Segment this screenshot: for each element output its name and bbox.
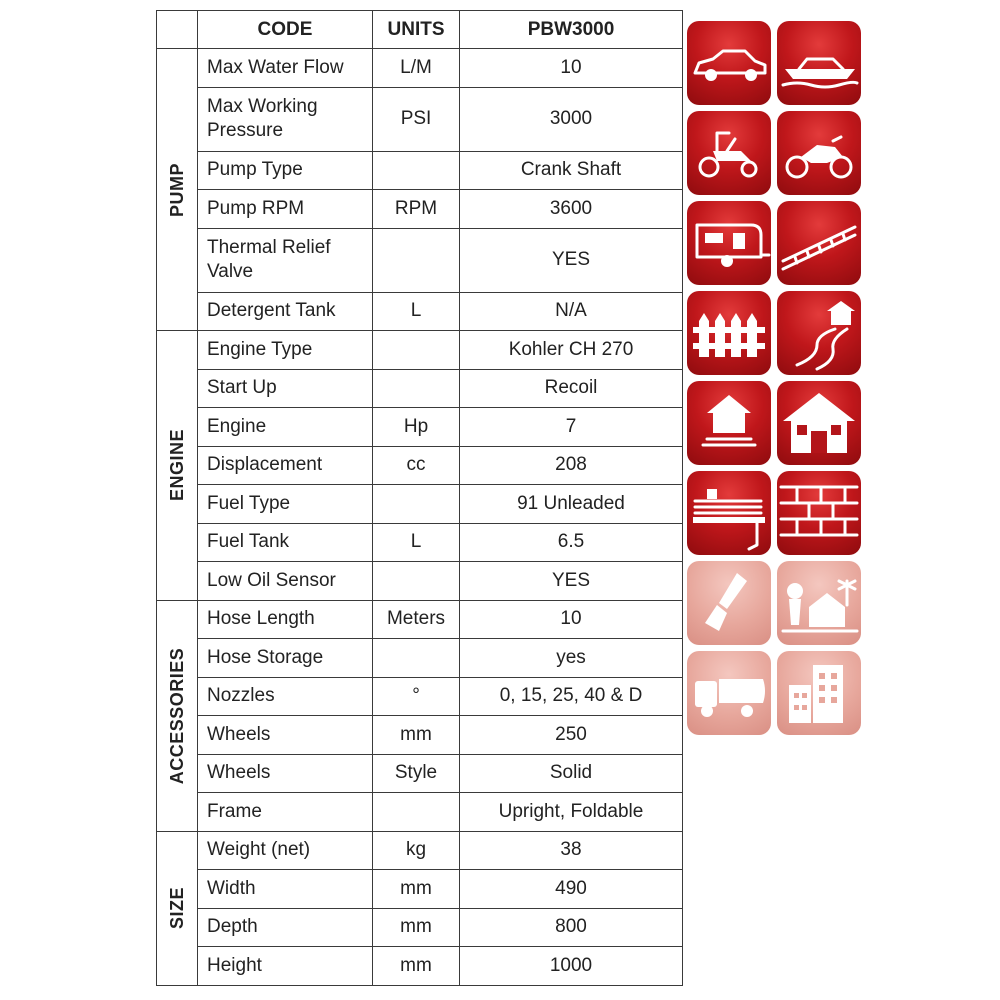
section-label: ACCESSORIES [167, 647, 187, 784]
unit-cell: mm [373, 716, 460, 755]
value-cell: 800 [460, 908, 683, 947]
table-row [157, 485, 683, 524]
value-cell: 490 [460, 870, 683, 909]
table-row [157, 677, 683, 716]
fence-icon [687, 291, 771, 375]
table-row [157, 793, 683, 832]
param-cell: Hose Storage [198, 639, 373, 678]
car-icon [687, 21, 771, 105]
table-row [157, 87, 683, 151]
unit-cell [373, 485, 460, 524]
param-cell: Start Up [198, 369, 373, 408]
table-row [157, 831, 683, 870]
truck-icon [687, 651, 771, 735]
unit-cell: Hp [373, 408, 460, 447]
table-row [157, 408, 683, 447]
header-code: CODE [198, 11, 373, 49]
table-row [157, 754, 683, 793]
section-label: PUMP [167, 162, 187, 217]
unit-cell [373, 331, 460, 370]
decking-icon [777, 201, 861, 285]
header-model: PBW3000 [460, 11, 683, 49]
section-label: ENGINE [167, 429, 187, 502]
table-row [157, 523, 683, 562]
unit-cell: L/M [373, 49, 460, 88]
unit-cell: Meters [373, 600, 460, 639]
driveway-icon [777, 291, 861, 375]
section-label-cell [157, 600, 198, 831]
value-cell: Crank Shaft [460, 151, 683, 190]
value-cell: 38 [460, 831, 683, 870]
param-cell: Max Water Flow [198, 49, 373, 88]
value-cell: Solid [460, 754, 683, 793]
value-cell: YES [460, 562, 683, 601]
value-cell: 10 [460, 600, 683, 639]
header-blank-cell [157, 11, 198, 49]
unit-cell: PSI [373, 87, 460, 151]
unit-cell: L [373, 523, 460, 562]
section-label-cell [157, 331, 198, 601]
table-row [157, 600, 683, 639]
house-icon [777, 381, 861, 465]
table-row [157, 639, 683, 678]
param-cell: Fuel Type [198, 485, 373, 524]
roof-gutter-icon [687, 471, 771, 555]
farm-icon [777, 561, 861, 645]
param-cell: Hose Length [198, 600, 373, 639]
table-row [157, 190, 683, 229]
param-cell: Fuel Tank [198, 523, 373, 562]
value-cell: Upright, Foldable [460, 793, 683, 832]
value-cell: Recoil [460, 369, 683, 408]
unit-cell: Style [373, 754, 460, 793]
value-cell: Kohler CH 270 [460, 331, 683, 370]
unit-cell: mm [373, 870, 460, 909]
param-cell: Pump Type [198, 151, 373, 190]
unit-cell: L [373, 292, 460, 331]
value-cell: yes [460, 639, 683, 678]
value-cell: 1000 [460, 947, 683, 986]
unit-cell: RPM [373, 190, 460, 229]
param-cell: Pump RPM [198, 190, 373, 229]
param-cell: Frame [198, 793, 373, 832]
table-row [157, 151, 683, 190]
unit-cell [373, 369, 460, 408]
section-label: SIZE [167, 886, 187, 930]
motorcycle-icon [777, 111, 861, 195]
table-row [157, 716, 683, 755]
unit-cell [373, 793, 460, 832]
param-cell: Weight (net) [198, 831, 373, 870]
param-cell: Detergent Tank [198, 292, 373, 331]
unit-cell: ° [373, 677, 460, 716]
table-row [157, 331, 683, 370]
param-cell: Thermal Relief Valve [198, 228, 373, 292]
section-label-cell [157, 49, 198, 331]
outdoor-furniture-icon [687, 381, 771, 465]
table-row [157, 228, 683, 292]
param-cell: Engine [198, 408, 373, 447]
value-cell: 0, 15, 25, 40 & D [460, 677, 683, 716]
value-cell: 3000 [460, 87, 683, 151]
paint-brush-icon [687, 561, 771, 645]
param-cell: Nozzles [198, 677, 373, 716]
brick-wall-icon [777, 471, 861, 555]
table-row [157, 908, 683, 947]
table-row [157, 870, 683, 909]
ride-on-mower-icon [687, 111, 771, 195]
unit-cell [373, 639, 460, 678]
value-cell: YES [460, 228, 683, 292]
spec-table [156, 10, 683, 986]
header-row [157, 11, 683, 49]
param-cell: Displacement [198, 446, 373, 485]
unit-cell: cc [373, 446, 460, 485]
unit-cell [373, 562, 460, 601]
table-row [157, 947, 683, 986]
table-row [157, 49, 683, 88]
unit-cell: kg [373, 831, 460, 870]
value-cell: 7 [460, 408, 683, 447]
table-row [157, 562, 683, 601]
unit-cell [373, 228, 460, 292]
param-cell: Wheels [198, 716, 373, 755]
param-cell: Wheels [198, 754, 373, 793]
value-cell: 250 [460, 716, 683, 755]
header-units: UNITS [373, 11, 460, 49]
table-row [157, 446, 683, 485]
unit-cell: mm [373, 947, 460, 986]
unit-cell: mm [373, 908, 460, 947]
value-cell: N/A [460, 292, 683, 331]
table-row [157, 369, 683, 408]
unit-cell [373, 151, 460, 190]
param-cell: Max Working Pressure [198, 87, 373, 151]
table-row [157, 292, 683, 331]
param-cell: Engine Type [198, 331, 373, 370]
param-cell: Height [198, 947, 373, 986]
value-cell: 10 [460, 49, 683, 88]
boat-icon [777, 21, 861, 105]
value-cell: 6.5 [460, 523, 683, 562]
param-cell: Depth [198, 908, 373, 947]
value-cell: 3600 [460, 190, 683, 229]
section-label-cell [157, 831, 198, 985]
param-cell: Width [198, 870, 373, 909]
building-icon [777, 651, 861, 735]
value-cell: 208 [460, 446, 683, 485]
value-cell: 91 Unleaded [460, 485, 683, 524]
caravan-icon [687, 201, 771, 285]
param-cell: Low Oil Sensor [198, 562, 373, 601]
spec-body [157, 49, 683, 986]
